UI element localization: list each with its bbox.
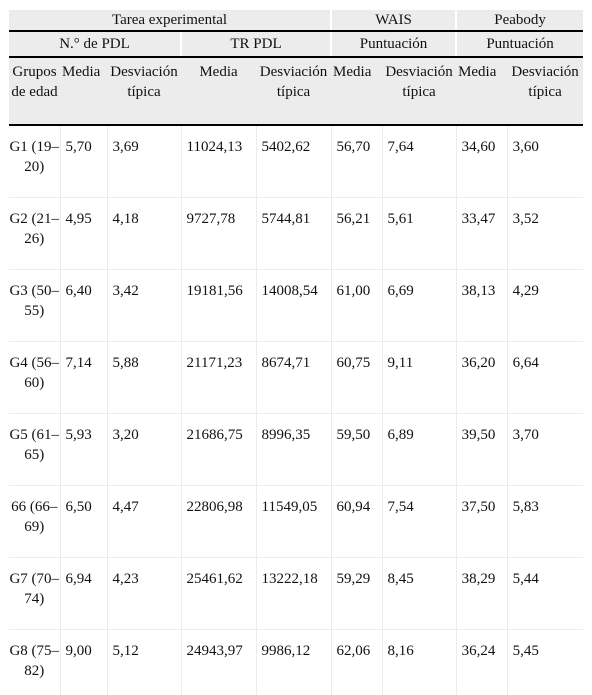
- column-header-pdl-media: Media: [60, 57, 107, 125]
- value-cell: 61,00: [331, 270, 382, 342]
- data-table: [9, 10, 583, 695]
- value-cell: 3,60: [507, 125, 583, 198]
- value-cell: 6,64: [507, 342, 583, 414]
- value-cell: 4,23: [107, 558, 181, 630]
- value-cell: 5,70: [60, 125, 107, 198]
- value-cell: 6,40: [60, 270, 107, 342]
- column-header-tr-dt: Desviación típica: [256, 57, 331, 125]
- value-cell: 4,29: [507, 270, 583, 342]
- value-cell: 5744,81: [256, 198, 331, 270]
- table-row: [9, 198, 583, 270]
- age-group-cell: G2 (21–26): [9, 198, 60, 270]
- header-group-wais: WAIS: [331, 10, 456, 31]
- value-cell: 11024,13: [181, 125, 256, 198]
- value-cell: 9,11: [382, 342, 456, 414]
- header-subgroup-tr-pdl: TR PDL: [181, 31, 331, 57]
- table-row: [9, 630, 583, 695]
- age-group-cell: G1 (19–20): [9, 125, 60, 198]
- value-cell: 9727,78: [181, 198, 256, 270]
- value-cell: 60,75: [331, 342, 382, 414]
- value-cell: 7,64: [382, 125, 456, 198]
- age-group-cell: G3 (50–55): [9, 270, 60, 342]
- value-cell: 11549,05: [256, 486, 331, 558]
- value-cell: 38,29: [456, 558, 507, 630]
- value-cell: 9,00: [60, 630, 107, 695]
- age-group-cell: 66 (66–69): [9, 486, 60, 558]
- value-cell: 14008,54: [256, 270, 331, 342]
- column-header-peabody-media: Media: [456, 57, 507, 125]
- value-cell: 5,45: [507, 630, 583, 695]
- column-header-peabody-dt: Desviación típica: [507, 57, 583, 125]
- header-group-peabody: Peabody: [456, 10, 583, 31]
- value-cell: 5,93: [60, 414, 107, 486]
- table-row: [9, 342, 583, 414]
- header-group-tarea: Tarea experimental: [9, 10, 331, 31]
- age-group-cell: G8 (75–82): [9, 630, 60, 695]
- value-cell: 8,45: [382, 558, 456, 630]
- value-cell: 5,88: [107, 342, 181, 414]
- value-cell: 25461,62: [181, 558, 256, 630]
- header-row-groups: [9, 10, 583, 31]
- header-row-subgroups: [9, 31, 583, 57]
- column-header-wais-media: Media: [331, 57, 382, 125]
- value-cell: 59,50: [331, 414, 382, 486]
- value-cell: 8996,35: [256, 414, 331, 486]
- table-row: [9, 125, 583, 198]
- value-cell: 8,16: [382, 630, 456, 695]
- column-header-age-group: Grupos de edad: [9, 57, 60, 125]
- age-group-cell: G4 (56–60): [9, 342, 60, 414]
- column-header-tr-media: Media: [181, 57, 256, 125]
- header-subgroup-peabody-score: Puntuación: [456, 31, 583, 57]
- value-cell: 3,52: [507, 198, 583, 270]
- table-row: [9, 414, 583, 486]
- value-cell: 7,14: [60, 342, 107, 414]
- value-cell: 8674,71: [256, 342, 331, 414]
- value-cell: 3,69: [107, 125, 181, 198]
- value-cell: 62,06: [331, 630, 382, 695]
- value-cell: 6,69: [382, 270, 456, 342]
- value-cell: 3,20: [107, 414, 181, 486]
- value-cell: 4,18: [107, 198, 181, 270]
- table-row: [9, 486, 583, 558]
- value-cell: 6,50: [60, 486, 107, 558]
- value-cell: 37,50: [456, 486, 507, 558]
- value-cell: 56,70: [331, 125, 382, 198]
- value-cell: 19181,56: [181, 270, 256, 342]
- value-cell: 9986,12: [256, 630, 331, 695]
- value-cell: 36,24: [456, 630, 507, 695]
- value-cell: 5,12: [107, 630, 181, 695]
- age-group-cell: G5 (61–65): [9, 414, 60, 486]
- value-cell: 4,47: [107, 486, 181, 558]
- value-cell: 13222,18: [256, 558, 331, 630]
- value-cell: 33,47: [456, 198, 507, 270]
- value-cell: 56,21: [331, 198, 382, 270]
- value-cell: 5402,62: [256, 125, 331, 198]
- value-cell: 7,54: [382, 486, 456, 558]
- header-subgroup-pdl: N.° de PDL: [9, 31, 181, 57]
- value-cell: 3,42: [107, 270, 181, 342]
- age-group-cell: G7 (70–74): [9, 558, 60, 630]
- header-row-columns: [9, 57, 583, 125]
- column-header-wais-dt: Desviación típica: [382, 57, 456, 125]
- value-cell: 5,83: [507, 486, 583, 558]
- table-row: [9, 270, 583, 342]
- column-header-pdl-dt: Desviación típica: [107, 57, 181, 125]
- value-cell: 36,20: [456, 342, 507, 414]
- value-cell: 4,95: [60, 198, 107, 270]
- header-subgroup-wais-score: Puntuación: [331, 31, 456, 57]
- value-cell: 5,61: [382, 198, 456, 270]
- value-cell: 21171,23: [181, 342, 256, 414]
- value-cell: 6,89: [382, 414, 456, 486]
- value-cell: 59,29: [331, 558, 382, 630]
- value-cell: 21686,75: [181, 414, 256, 486]
- value-cell: 24943,97: [181, 630, 256, 695]
- value-cell: 22806,98: [181, 486, 256, 558]
- value-cell: 6,94: [60, 558, 107, 630]
- value-cell: 34,60: [456, 125, 507, 198]
- value-cell: 3,70: [507, 414, 583, 486]
- table-row: [9, 558, 583, 630]
- value-cell: 39,50: [456, 414, 507, 486]
- value-cell: 38,13: [456, 270, 507, 342]
- value-cell: 60,94: [331, 486, 382, 558]
- table-body: [9, 125, 583, 695]
- value-cell: 5,44: [507, 558, 583, 630]
